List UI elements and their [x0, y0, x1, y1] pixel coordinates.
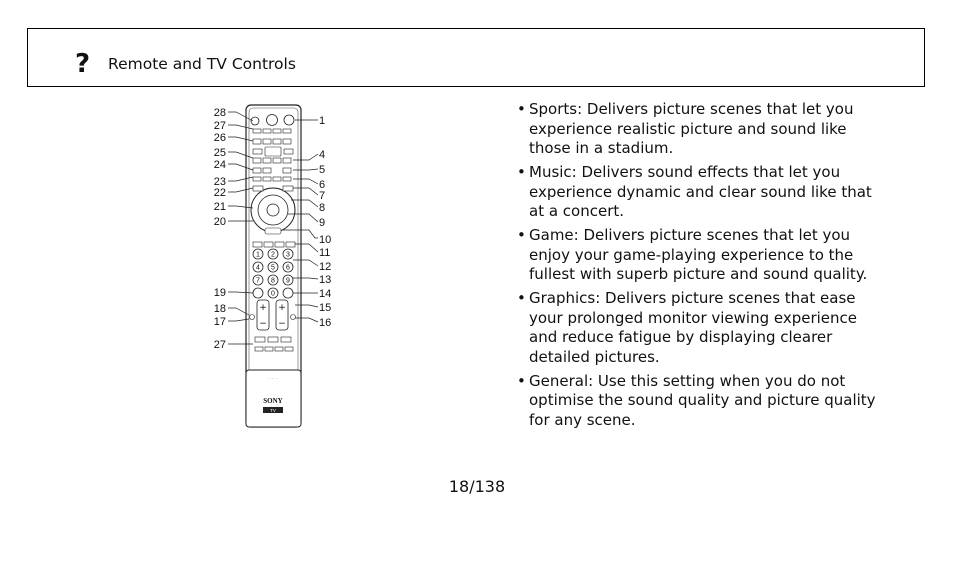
list-item: [517, 372, 877, 431]
keypad-label: 6: [286, 264, 290, 272]
page-title: Remote and TV Controls: [108, 55, 296, 73]
callout-label: 6: [319, 179, 326, 191]
callout-label: 26: [213, 132, 226, 144]
callout-label: 15: [319, 302, 332, 314]
bullet-icon: •: [517, 226, 526, 244]
callout-label: 16: [319, 317, 332, 329]
keypad-label: 8: [271, 277, 275, 285]
callout-label: 25: [213, 147, 226, 159]
callout-label: 17: [213, 316, 226, 328]
bullet-icon: •: [517, 289, 526, 307]
list-item: [517, 289, 877, 367]
callout-label: 13: [319, 274, 332, 286]
keypad-label: 5: [271, 264, 275, 272]
tv-badge: TV: [270, 408, 276, 413]
remote-control-illustration: [203, 100, 343, 432]
keypad-label: 2: [271, 251, 275, 259]
callout-label: 4: [319, 149, 326, 161]
callout-label: 9: [319, 217, 326, 229]
callout-label: 22: [213, 187, 226, 199]
callout-label: 7: [319, 190, 326, 202]
callout-label: 1: [319, 115, 326, 127]
callout-label: 27: [213, 120, 226, 132]
callout-label: 27: [213, 339, 226, 351]
callout-label: 28: [213, 107, 226, 119]
keypad-label: 7: [256, 277, 260, 285]
callout-label: 11: [319, 247, 331, 259]
keypad-label: 9: [286, 277, 290, 285]
callout-label: 19: [213, 287, 226, 299]
callout-label: 21: [213, 201, 226, 213]
keypad-label: 3: [286, 251, 290, 259]
svg-text:· · · · ·: · · · · ·: [267, 376, 279, 381]
callout-label: 12: [319, 261, 332, 273]
list-item: [517, 100, 877, 159]
svg-text:−: −: [259, 319, 267, 329]
list-item: [517, 163, 877, 222]
callout-label: 8: [319, 202, 326, 214]
svg-text:−: −: [278, 319, 286, 329]
page-number: 18/138: [448, 477, 506, 496]
callout-label: 24: [213, 159, 226, 171]
question-mark-icon[interactable]: ?: [75, 49, 91, 79]
keypad-label: 4: [256, 264, 260, 272]
bullet-text: Music: Delivers sound effects that let you experience dynamic and clear sound like that at a concert.: [529, 163, 872, 220]
bullet-icon: •: [517, 371, 526, 390]
callout-label: 20: [213, 216, 226, 228]
keypad-label: 1: [256, 251, 260, 259]
svg-text:+: +: [278, 303, 286, 313]
bullet-text: General: Use this setting when you do not optimise the sound quality and picture quality for any scene.: [529, 371, 876, 429]
bullet-icon: •: [517, 163, 526, 181]
callout-label: 18: [213, 303, 226, 315]
callout-label: 14: [319, 288, 332, 300]
bullet-text: Game: Delivers picture scenes that let you enjoy your game-playing experience to the fullest with superb picture and sound quality.: [529, 226, 868, 283]
list-item: [517, 226, 877, 285]
bullet-text: Graphics: Delivers picture scenes that ease your prolonged monitor viewing experience and reduce fatigue by displaying clearer detailed pictures.: [529, 289, 858, 366]
callout-label: 10: [319, 234, 332, 246]
sony-logo: SONY: [263, 397, 283, 405]
bullet-text: Sports: Delivers picture scenes that let you experience realistic picture and sound like those in a stadium.: [529, 100, 854, 157]
bullet-icon: •: [517, 100, 526, 118]
callout-label: 5: [319, 164, 326, 176]
svg-text:+: +: [259, 303, 267, 313]
keypad-label: 0: [271, 290, 275, 298]
scene-mode-list: [517, 100, 877, 435]
callout-label: 23: [213, 176, 226, 188]
